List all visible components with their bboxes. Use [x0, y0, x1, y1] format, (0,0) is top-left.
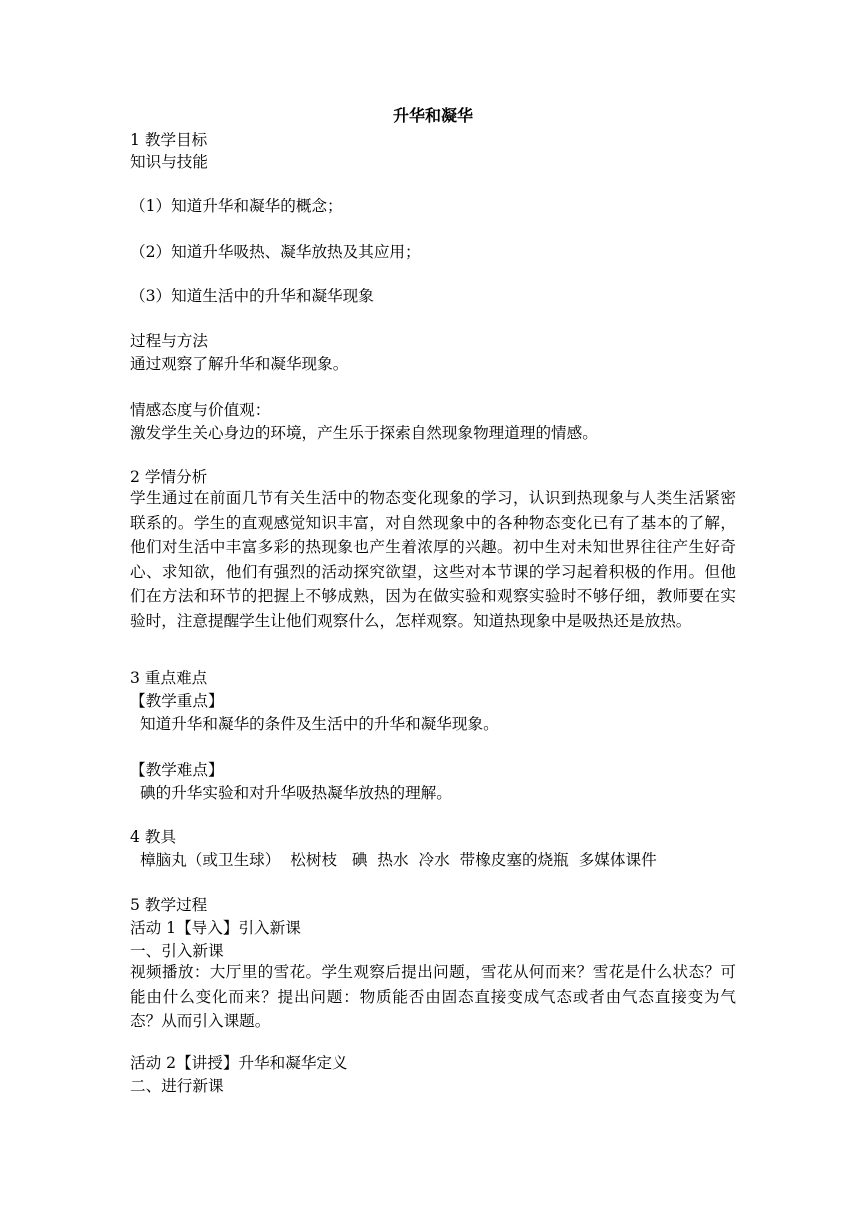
analysis-paragraph: 学生通过在前面几节有关生活中的物态变化现象的学习，认识到热现象与人类生活紧密联系的。学生的直观感觉知识丰富，对自然现象中的各种物态变化已有了基本的了解，他们对生活中丰富多彩的热现象也产生着浓厚的兴趣。初中生对未知世界往往产生好奇心、求知欲，他们有强烈的活动探究欲望，这些对本节课的学习起着积极的作用。但他们在方法和环节的把握上不够成熟，因为在做实验和观察实验时不够仔细，教师要在实验时，注意提醒学生让他们观察什么，怎样观察。知道热现象中是吸热还是放热。 — [130, 489, 736, 630]
difficulty-label: 【教学难点】 — [130, 761, 224, 779]
activity-2-subheading: 二、进行新课 — [130, 1077, 224, 1095]
section-heading-process: 5 教学过程 — [130, 896, 208, 914]
subheading-knowledge: 知识与技能 — [130, 153, 208, 171]
subheading-process: 过程与方法 — [130, 332, 208, 350]
objective-item: （3）知道生活中的升华和凝华现象 — [130, 287, 374, 305]
attitude-text: 激发学生关心身边的环境，产生乐于探索自然现象物理道理的情感。 — [130, 424, 598, 442]
key-point-text: 知道升华和凝华的条件及生活中的升华和凝华现象。 — [140, 715, 499, 733]
objective-item: （2）知道升华吸热、凝华放热及其应用； — [130, 243, 421, 261]
activity-1-heading: 活动 1【导入】引入新课 — [130, 919, 301, 937]
page-title: 升华和凝华 — [392, 106, 473, 125]
section-heading-objectives: 1 教学目标 — [130, 131, 208, 149]
section-heading-keypoints: 3 重点难点 — [130, 669, 208, 687]
section-heading-analysis: 2 学情分析 — [130, 468, 208, 486]
objective-item: （1）知道升华和凝华的概念； — [130, 197, 343, 215]
process-text: 通过观察了解升华和凝华现象。 — [130, 355, 349, 373]
section-heading-materials: 4 教具 — [130, 828, 177, 846]
key-point-label: 【教学重点】 — [130, 692, 224, 710]
activity-2-heading: 活动 2【讲授】升华和凝华定义 — [130, 1054, 348, 1072]
activity-1-subheading: 一、引入新课 — [130, 942, 224, 960]
subheading-attitude: 情感态度与价值观： — [130, 401, 271, 419]
materials-text: 樟脑丸（或卫生球） 松树枝 碘 热水 冷水 带橡皮塞的烧瓶 多媒体课件 — [140, 851, 657, 869]
difficulty-text: 碘的升华实验和对升华吸热凝华放热的理解。 — [140, 784, 452, 802]
activity-1-paragraph: 视频播放：大厅里的雪花。学生观察后提出问题，雪花从何而来？雪花是什么状态？可能由什么变化而来？提出问题：物质能否由固态直接变成气态或者由气态直接变为气态？从而引入课题。 — [130, 963, 736, 1030]
